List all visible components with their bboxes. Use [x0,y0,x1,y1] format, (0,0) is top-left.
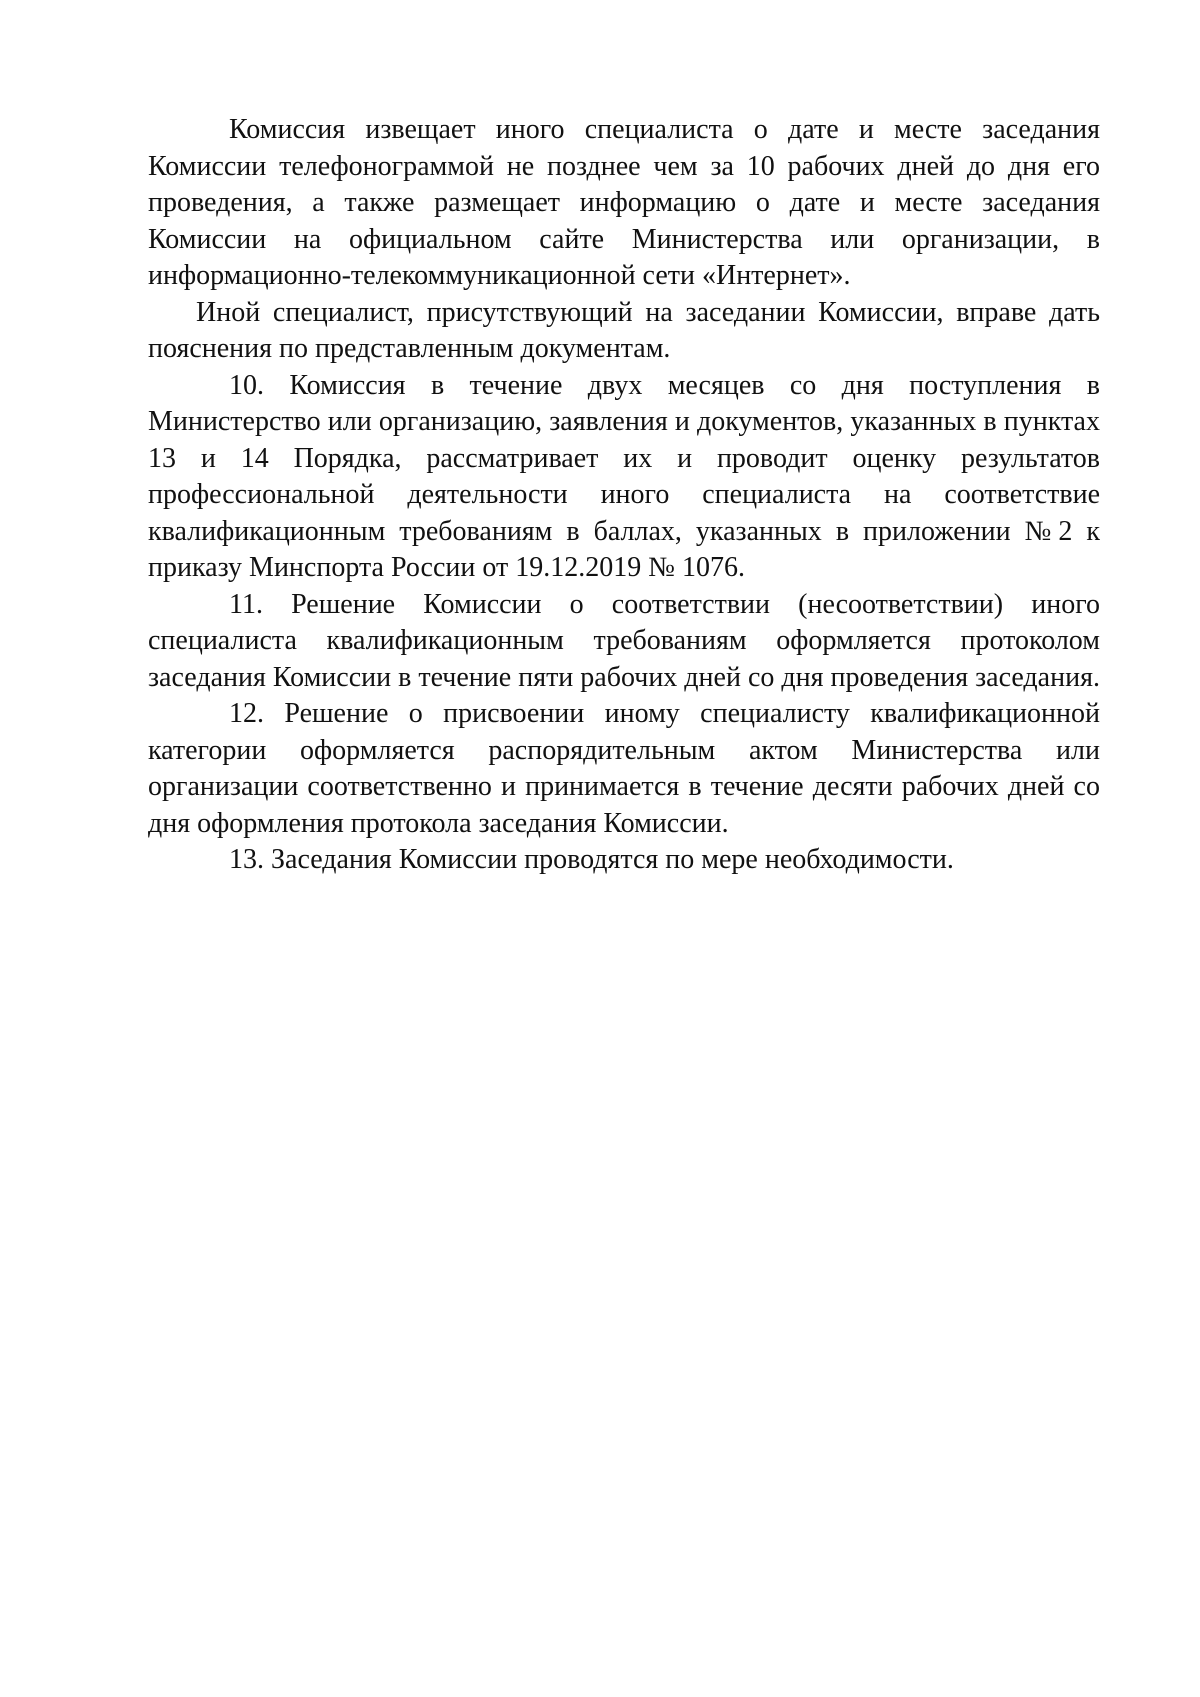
paragraph-item-12: 12. Решение о присвоении иному специалисту квалификационной категории оформляется распорядительным актом Министерства или организации соответственно и принимается в течение десяти рабочих дней со дня оформления протокола заседания Комиссии. [148,698,1100,839]
document-body [148,112,1100,879]
paragraph-item-10: 10. Комиссия в течение двух месяцев со дня поступления в Министерство или организацию, заявления и документов, указанных в пунктах 13 и 14 Порядка, рассматривает их и проводит оценку результатов профессиональной деятельности иного специалиста на соответствие квалификационным требованиям в баллах, указанных в приложении №2 к приказу Минспорта России от 19.12.2019 № 1076. [148,369,1100,583]
paragraph-notification: Комиссия извещает иного специалиста о дате и месте заседания Комиссии телефонограммой не позднее чем за 10 рабочих дней до дня его проведения, а также размещает информацию о дате и месте заседания Комиссии на официальном сайте Министерства или организации, в информационно-телекоммуникационной сети «Интернет». [148,114,1100,291]
paragraph-item-11: 11. Решение Комиссии о соответствии (несоответствии) иного специалиста квалификационным требованиям оформляется протоколом заседания Комиссии в течение пяти рабочих дней со дня проведения заседания. [148,588,1100,693]
paragraph-explanations: Иной специалист, присутствующий на заседании Комиссии, вправе дать пояснения по представленным документам. [148,296,1100,364]
paragraph-item-13: 13. Заседания Комиссии проводятся по мере необходимости. [229,844,954,875]
